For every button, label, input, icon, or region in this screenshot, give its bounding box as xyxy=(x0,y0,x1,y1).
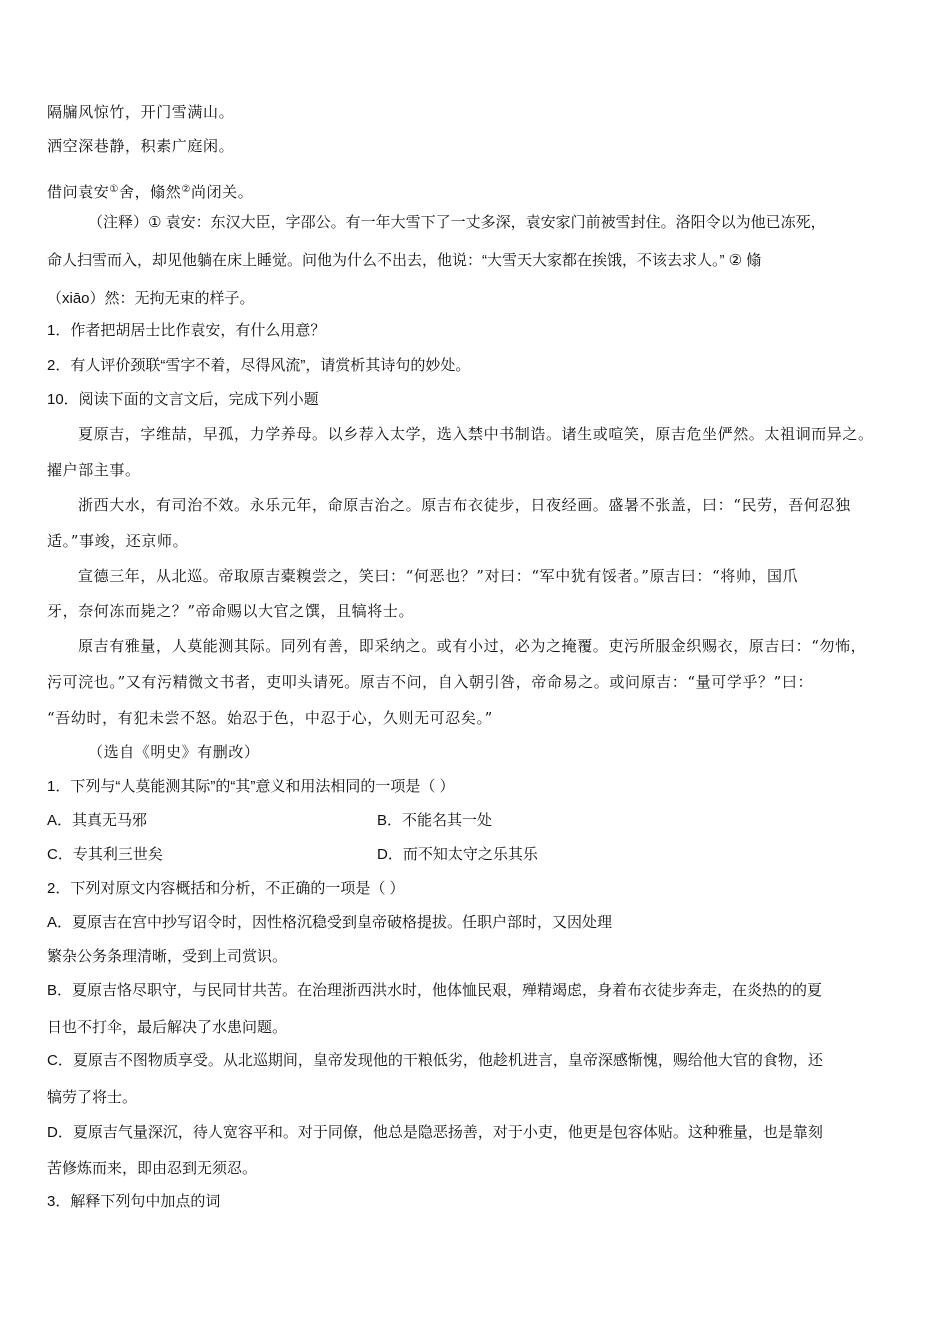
poem-line-3-part-b: 舍，翛然 xyxy=(118,183,182,201)
passage-line-4: 适。”事竣，还京师。 xyxy=(47,532,189,550)
footnote-marker-1: ① xyxy=(109,184,119,195)
passage-line-9: “吾幼时，有犯未尝不怒。始忍于色，中忍于心，久则无可忍矣。” xyxy=(47,709,493,727)
question-1-option-b: B．不能名其一处 xyxy=(377,812,493,829)
question-3-stem: 3．解释下列句中加点的词 xyxy=(47,1193,221,1210)
question-2-option-a-line-2: 繁杂公务条理清晰，受到上司赏识。 xyxy=(47,948,288,965)
notes-line-3: （xiāo）然：无拘无束的样子。 xyxy=(47,290,255,307)
passage-line-2: 擢户部主事。 xyxy=(47,461,141,479)
poem-line-2: 洒空深巷静，积素广庭闲。 xyxy=(47,137,235,155)
question-2-option-c-line-2: 犒劳了将士。 xyxy=(47,1089,138,1106)
poem-line-1: 隔牖风惊竹，开门雪满山。 xyxy=(47,103,235,121)
question-2-option-c-line-1: C．夏原吉不图物质享受。从北巡期间，皇帝发现他的干粮低劣，他趁机进言，皇帝深感惭愧，赐给他大官的食物，还 xyxy=(47,1052,823,1069)
poem-question-2: 2．有人评价颈联“雪字不着，尽得风流”，请赏析其诗句的妙处。 xyxy=(47,357,471,374)
notes-line-1: （注释）① 袁安：东汉大臣，字邵公。有一年大雪下了一丈多深，袁安家门前被雪封住。洛阳令以为他已冻死， xyxy=(88,214,826,231)
notes-line-2: 命人扫雪而入，却见他躺在床上睡觉。问他为什么不出去，他说：“大雪天大家都在挨饿，不该去求人。” ② 翛 xyxy=(47,252,762,269)
question-1-option-a: A．其真无马邪 xyxy=(47,812,148,829)
passage-line-1: 夏原吉，字维喆，早孤，力学养母。以乡荐入太学，选入禁中书制诰。诸生或喧笑，原吉危坐俨然。太祖诇而异之。 xyxy=(78,425,874,443)
question-1-option-d: D．而不知太守之乐其乐 xyxy=(377,846,538,863)
question-2-option-b-line-2: 日也不打伞，最后解决了水患问题。 xyxy=(47,1019,288,1036)
question-2-stem: 2．下列对原文内容概括和分析，不正确的一项是（ ） xyxy=(47,880,405,897)
question-2-option-b-line-1: B．夏原吉恪尽职守，与民同甘共苦。在治理浙西洪水时，他体恤民艰，殚精竭虑，身着布衣徒步奔走，在炎热的的夏 xyxy=(47,982,823,999)
footnote-marker-2: ② xyxy=(181,184,191,195)
section-10-heading: 10．阅读下面的文言文后，完成下列小题 xyxy=(47,391,319,408)
question-2-option-d-line-1: D．夏原吉气量深沉，待人宽容平和。对于同僚，他总是隐恶扬善，对于小吏，他更是包容体贴。这种雅量，也是靠刻 xyxy=(47,1124,823,1141)
poem-line-3-part-a: 借问袁安 xyxy=(47,183,110,201)
question-2-option-d-line-2: 苦修炼而来，即由忍到无须忍。 xyxy=(47,1160,258,1177)
passage-source: （选自《明史》有删改） xyxy=(88,743,260,761)
poem-line-3-part-c: 尚闭关。 xyxy=(190,183,254,201)
passage-line-3: 浙西大水，有司治不效。永乐元年，命原吉治之。原吉布衣徒步，日夜经画。盛暑不张盖，曰：“民劳，吾何忍独 xyxy=(78,496,851,514)
poem-question-1: 1．作者把胡居士比作袁安，有什么用意？ xyxy=(47,322,326,339)
passage-line-7: 原吉有雅量，人莫能测其际。同列有善，即采纳之。或有小过，必为之掩覆。吏污所服金织赐衣，原吉曰：“勿怖， xyxy=(78,637,867,655)
passage-line-5: 宣德三年，从北巡。帝取原吉橐糗尝之，笑曰：“何恶也？”对曰：“军中犹有馁者。”原吉曰：“将帅，国爪 xyxy=(78,567,799,585)
poem-line-3 xyxy=(47,182,917,202)
question-2-option-a-line-1: A．夏原吉在宫中抄写诏令时，因性格沉稳受到皇帝破格提拔。任职户部时，又因处理 xyxy=(47,914,613,931)
question-1-option-c: C．专其利三世矣 xyxy=(47,846,163,863)
question-1-stem: 1．下列与“人莫能测其际”的“其”意义和用法相同的一项是（ ） xyxy=(47,778,455,795)
passage-line-6: 牙，奈何冻而毙之？”帝命赐以大官之馔，且犒将士。 xyxy=(47,602,415,620)
passage-line-8: 污可浣也。”又有污精微文书者，吏叩头请死。原吉不问，自入朝引咎，帝命易之。或问原吉：“量可学乎？”曰： xyxy=(47,673,814,691)
